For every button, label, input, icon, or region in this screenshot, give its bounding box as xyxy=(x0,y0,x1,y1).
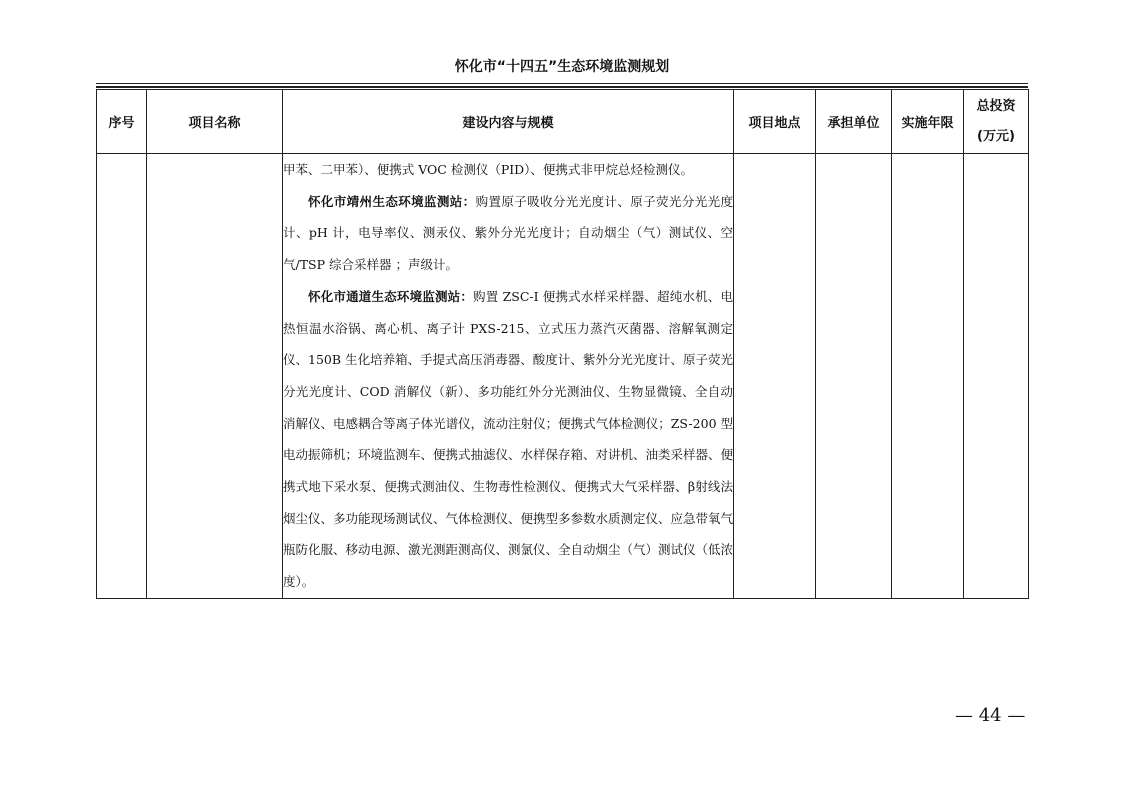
station-name-jingzhou: 怀化市靖州生态环境监测站： xyxy=(308,193,476,209)
cell-index xyxy=(97,154,147,599)
cell-content xyxy=(283,154,734,599)
station-name-tongdao: 怀化市通道生态环境监测站： xyxy=(308,288,474,304)
column-header-investment-label: 总投资 xyxy=(976,98,1016,114)
header-rule-thick xyxy=(96,86,1028,88)
column-header-content: 建设内容与规模 xyxy=(283,90,734,154)
content-paragraph-3-text: 购置 ZSC-I 便携式水样采样器、超纯水机、电热恒温水浴锅、离心机、离子计 PXS-215、立式压力蒸汽灭菌器、溶解氧测定仪、150B 生化培养箱、手提式高压消毒器、酸度计、紫外分光光度计、原子荧光分光光度计、COD 消解仪（新）、多功能红外分光测油仪、生物显微镜、全自动消解仪、电感耦合等离子体光谱仪，流动注射仪；便携式气体检测仪；ZS-200 型电动振筛机；环境监测车、便携式抽滤仪、水样保存箱、对讲机、油类采样器、便携式地下采水泵、便携式测油仪、生物毒性检测仪、便携式大气采样器、β射线法烟尘仪、多功能现场测试仪、气体检测仪、便携型多参数水质测定仪、应急带氧气瓶防化服、移动电源、激光测距测高仪、测氯仪、全自动烟尘（气）测试仪（低浓度）。 xyxy=(283,288,734,590)
content-paragraph-2-text: 购置原子吸收分光光度计、原子荧光分光光度计、pH 计，电导率仪、测汞仪、紫外分光光度计；自动烟尘（气）测试仪、空气/TSP 综合采样器 ；声级计。 xyxy=(283,193,733,273)
column-header-investment xyxy=(964,90,1029,154)
column-header-years: 实施年限 xyxy=(892,90,964,154)
content-paragraph-3 xyxy=(283,281,733,598)
cell-project-name xyxy=(147,154,283,599)
column-header-location: 项目地点 xyxy=(734,90,816,154)
plan-table xyxy=(96,89,1029,599)
column-header-investment-unit: (万元) xyxy=(977,128,1015,144)
column-header-unit: 承担单位 xyxy=(816,90,892,154)
column-header-index: 序号 xyxy=(97,90,147,154)
cell-investment xyxy=(964,154,1029,599)
table-row xyxy=(97,154,1029,599)
header-rule xyxy=(96,83,1028,84)
page-number: — 44 — xyxy=(955,705,1026,726)
cell-location xyxy=(734,154,816,599)
cell-years xyxy=(892,154,964,599)
column-header-project-name: 项目名称 xyxy=(147,90,283,154)
cell-unit xyxy=(816,154,892,599)
page-header-title: 怀化市“十四五”生态环境监测规划 xyxy=(454,59,670,75)
content-paragraph-1: 甲苯、二甲苯）、便携式 VOC 检测仪（PID）、便携式非甲烷总烃检测仪。 xyxy=(283,162,693,177)
table-header-row xyxy=(97,90,1029,154)
content-paragraph-2 xyxy=(283,186,733,281)
